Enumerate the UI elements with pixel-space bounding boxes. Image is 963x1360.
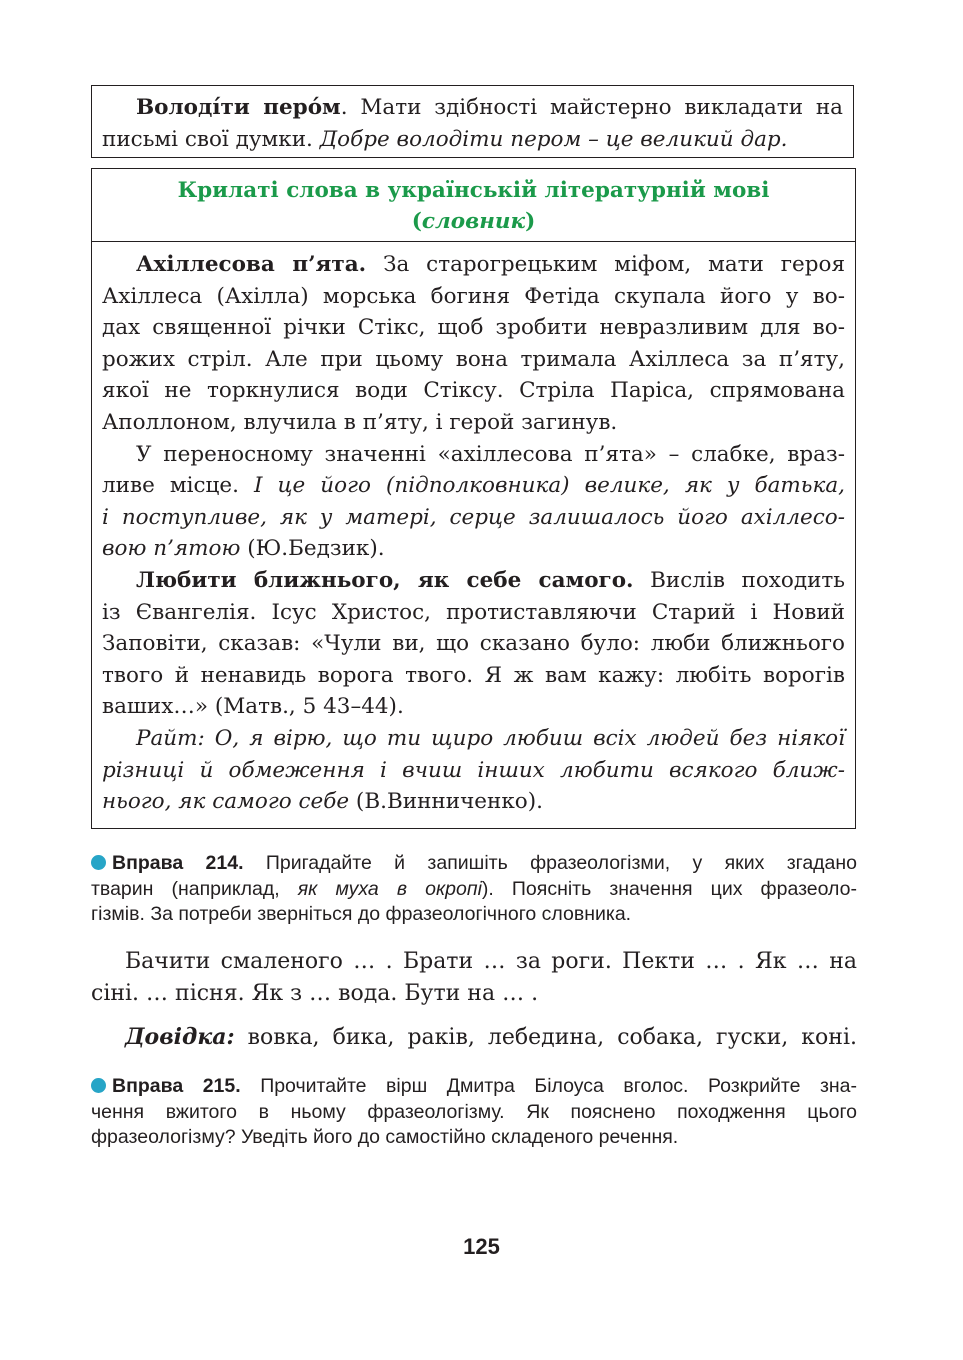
entry1-text: За старогрецьким міфом, мати героя (366, 252, 846, 277)
dictionary-title (92, 169, 855, 242)
entry2-text: Вислів походить (633, 567, 845, 593)
dictionary-box (91, 168, 856, 829)
exercise-214-line (91, 877, 857, 903)
exercise-215-line: фразеологізму? Уведіть його до самостійно складеного речення. (91, 1126, 679, 1148)
exercise-214-line (91, 851, 857, 877)
exercise-214-label: Вправа 214. (112, 852, 244, 874)
exercise-215 (91, 1074, 857, 1151)
entry1-quote-line: і поступливе, як у матері, серце залишалось його ахіллесо- (102, 504, 845, 530)
exercise-215-label: Вправа 215. (112, 1075, 241, 1097)
task-line: Бачити смаленого … . Брати … за роги. Пекти … . Як … на (125, 949, 857, 974)
entry1-term: Ахіллесова п’ята. (136, 252, 367, 277)
entry1-quote: І це його (підполковника) велике, як у батька, (253, 473, 846, 499)
entry1-p2-text: ливе місце. (102, 473, 254, 499)
entry2-quote-line: Райт: О, я вірю, що ти щиро любиш всіх людей без ніякої (136, 725, 845, 751)
entry1-line: Ахіллеса (Ахілла) морська богиня Фетіда скупала його у во- (102, 283, 845, 309)
bullet-dot-icon (91, 1078, 106, 1093)
dictionary-subtitle: словник (421, 209, 526, 234)
exercise-214-hint (91, 1021, 857, 1053)
idiom-example: Добре володіти пером – це великий дар. (319, 127, 788, 152)
exercise-214-text: Пригадайте й запишіть фразеологізми, у яких згадано (243, 852, 857, 874)
entry2-line: із Євангелія. Ісус Христос, протиставляючи Старий і Новий (102, 599, 845, 625)
exercise-214-text: тварин (наприклад, (91, 877, 298, 900)
exercise-214-example: як муха в окропі (297, 877, 482, 900)
entry1-p2-line (102, 533, 845, 565)
hint-line (91, 1021, 857, 1053)
bullet-dot-icon (91, 855, 106, 870)
paren-open: ( (411, 209, 422, 234)
entry2-quote: нього, як самого себе (102, 789, 350, 815)
dictionary-title-line2 (92, 206, 855, 237)
idiom-definition: . Мати здібності майстерно викладати на (340, 95, 843, 120)
exercise-214-task (91, 946, 857, 1010)
task-line: сіні. … пісня. Як з … вода. Бути на … . (91, 981, 539, 1006)
entry1-quote: вою п’ятою (102, 536, 241, 562)
entry2-line: твого й ненавидь ворога твого. Я ж вам кажу: любіть ворогів (102, 662, 845, 688)
entry1-line: дах священної річки Стікс, щоб зробити невразливим для во- (102, 315, 845, 341)
idiom-box-pen (91, 85, 854, 158)
exercise-214 (91, 851, 857, 928)
dictionary-body (92, 242, 855, 818)
entry2-term: Любити ближнього, як себе самого. (136, 567, 634, 593)
entry1-p2-line (102, 470, 845, 502)
entry2-author: (В.Винниченко). (349, 789, 543, 815)
entry2-quote-line (102, 786, 845, 818)
exercise-215-line (91, 1074, 857, 1100)
entry1-author: (Ю.Бедзик). (240, 536, 385, 562)
entry1-p2-line: У переносному значенні «ахіллесова п’ята» – слабке, враз- (136, 441, 845, 467)
entry2-line: Заповіти, сказав: «Чули ви, що сказано було: люби ближнього (102, 631, 845, 657)
exercise-215-line: чення вжитого в ньому фразеологізму. Як пояснено походження цього (91, 1100, 857, 1123)
paren-close: ) (525, 209, 536, 234)
exercise-215-text: Прочитайте вірш Дмитра Білоуса вголос. Розкрийте зна- (240, 1075, 857, 1097)
entry1-line: рожих стріл. Але при цьому вона тримала Ахіллеса за п’яту, (102, 346, 845, 372)
entry2-line (102, 565, 845, 597)
exercise-214-text: ). Поясніть значення цих фразеоло- (481, 877, 857, 900)
idiom-term: Володíти перóм (136, 95, 341, 120)
idiom-definition-cont: письмі свої думки. (102, 127, 320, 152)
hint-label: Довідка: (125, 1024, 235, 1050)
page-number: 125 (463, 1234, 500, 1259)
hint-text: вовка, бика, раків, лебедина, собака, гуски, коні. (234, 1025, 857, 1050)
entry1-line: Аполлоном, влучила в п’яту, і герой загинув. (102, 409, 618, 435)
entry1-line: якої не торкнулися води Стіксу. Стріла Паріса, спрямована (102, 378, 845, 404)
dictionary-title-line1: Крилаті слова в українській літературній мові (177, 178, 770, 203)
entry1-line (102, 249, 845, 281)
entry2-quote-line: різниці й обмеження і вчиш інших любити всякого ближ- (102, 757, 845, 783)
entry2-line: ваших…» (Матв., 5 43–44). (102, 694, 404, 720)
exercise-214-line: гізмів. За потреби зверніться до фразеологічного словника. (91, 903, 632, 925)
